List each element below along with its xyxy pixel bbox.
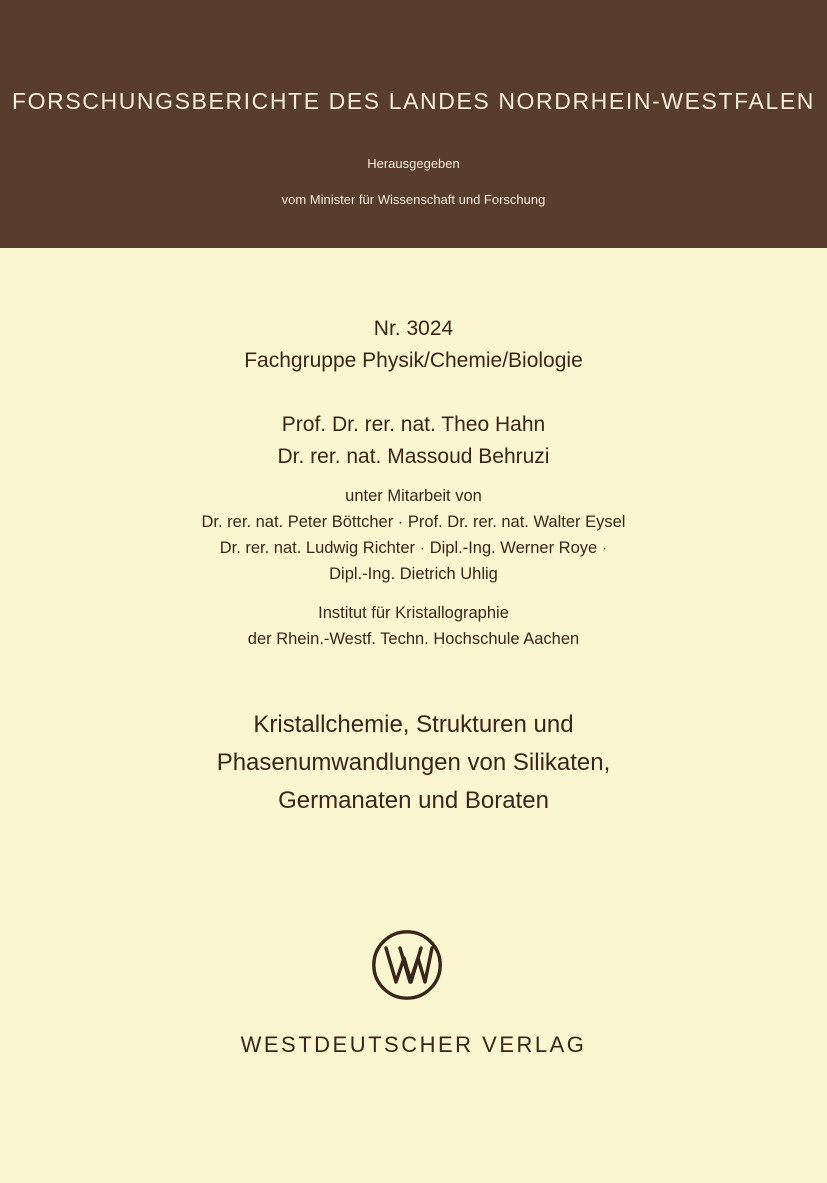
collaboration-label: unter Mitarbeit von [345,487,482,505]
ministry-label: vom Minister für Wissenschaft und Forschung [281,192,546,207]
institution-line: der Rhein.-Westf. Techn. Hochschule Aachen [247,630,580,648]
subject-group: Fachgruppe Physik/Chemie/Biologie [244,349,583,372]
book-title-line: Kristallchemie, Strukturen und [253,711,574,738]
wv-circle-logo-icon [371,929,443,1001]
collaborator-line: Dipl.-Ing. Dietrich Uhlig [329,565,498,583]
author-line: Dr. rer. nat. Massoud Behruzi [277,445,550,468]
collaborator-line: Dr. rer. nat. Peter Böttcher · Prof. Dr. rer. nat. Walter Eysel [201,513,626,531]
series-title: FORSCHUNGSBERICHTE DES LANDES NORDRHEIN-WESTFALEN [12,88,815,114]
publisher-name: WESTDEUTSCHER VERLAG [240,1032,587,1057]
issued-by-label: Herausgegeben [367,156,460,171]
author-line: Prof. Dr. rer. nat. Theo Hahn [281,413,546,436]
series-header [0,0,827,248]
report-number: Nr. 3024 [373,317,454,340]
book-title-line: Phasenumwandlungen von Silikaten, [216,749,611,776]
book-title-line: Germanaten und Boraten [278,787,549,814]
collaborator-line: Dr. rer. nat. Ludwig Richter · Dipl.-Ing. Werner Roye · [219,539,608,557]
institution-line: Institut für Kristallographie [318,604,509,622]
